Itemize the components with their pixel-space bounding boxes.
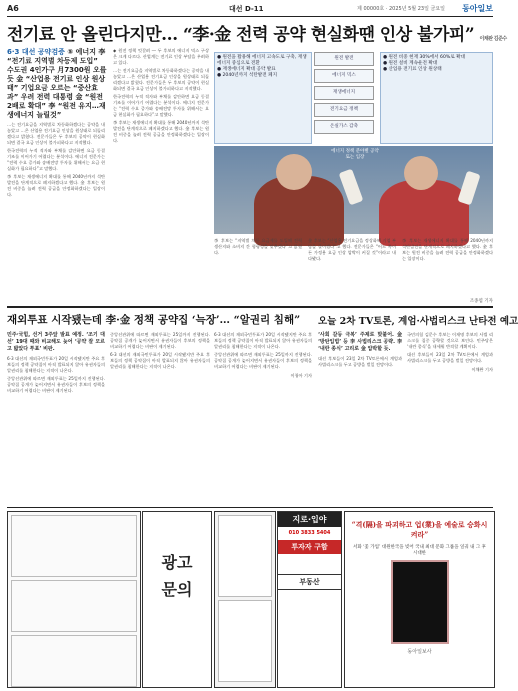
section-label: 대선 D-11 xyxy=(229,5,264,13)
ad-notice-box-5 xyxy=(218,600,272,682)
realty-ad xyxy=(277,511,342,688)
ad-title: 광고 xyxy=(161,553,193,572)
ad-notice-box-1 xyxy=(11,515,137,577)
realty-ad-phone: 010 3833 5404 xyxy=(288,530,331,536)
lead-text: 에너지 李 “전기료 지역별 차등제 도입” 수도권 4인가구 月7300원 오를듯 金 “산업용 전기료 인상 원상태” 기업요금 오르는 “중산효과” 우려 전력 대통령 金 “원전 2배로 확대” 李 “원전 유지…재생에너지 늘릴것” xyxy=(7,48,107,119)
section-rule xyxy=(7,306,493,308)
book-ad-publisher: 동아일보사 xyxy=(407,649,432,655)
secondary-headline-left: 재외투표 시작됐는데 李·金 정책 공약집 ‘늑장’… “알권리 침해” xyxy=(7,314,301,326)
header-rule xyxy=(7,16,493,17)
right-article-col-1: ‘사회 갈등 극복’ 주제로 맞붙어. 金 ‘방탄입법’ 등 李 사법리스크 공략. 李 ‘내란 종식’ 고리로 金 압박할 듯. 대선 후보들이 23일 2차 TV토론에서 계엄과 사법리스크를 두고 공방을 벌일 전망이다. xyxy=(318,332,402,367)
lead-tag: 6·3 대선 공약검증 xyxy=(7,48,65,56)
pledge-comparison-graphic xyxy=(214,46,493,144)
pledge-categories: 원전 발전 에너지 믹스 재생에너지 전기요금 정책 온실가스 감축 xyxy=(314,52,374,138)
candidate-lee-face xyxy=(276,154,312,190)
article-column-2: ◆ 원전 정책 엇갈려 ― 두 후보의 에너지 믹스 구상은 크게 다르다. 산업계는 전기료 인상 부담을 우려하고 있다. …는 전기요금을 지역별로 차등화하겠다는 공약을 내놓았고 …은 산업용 전기요금 인상을 원상태로 되돌리겠다고 밝혔다. 전문가들은 두 후보의 공약이 현실화되면 결국 요금 인상이 불가피하다고 지적했다. 한국전력의 누적 적자와 부채를 감안하면 요금 동결 기조를 이어가기 어렵다는 분석이다. 에너지 전문가는 “전력 수요 증가와 송배전망 투자를 위해서는 요금 현실화가 필요하다”고 말했다. 李 후보는 재생에너지 확대를 통해 2040년까지 석탄발전을 단계적으로 폐지하겠다고 했다. 金 후보는 원전 비중을 늘려 전력 공급을 안정화하겠다는 입장이다. xyxy=(113,48,209,143)
book-cover-image xyxy=(391,560,449,644)
headline-byline: 이채완 김준수 xyxy=(479,36,507,42)
article-column-3: 李 후보는 “지역별 차등 요금제를 도입해 전력 생산지와 소비지 간 형평성을 맞추겠다”고 밝혔다. xyxy=(214,238,302,255)
main-headline: 전기료 안 올린다지만… “李·金 전력 공약 현실화땐 인상 불가피” 이채완 김준수 xyxy=(7,25,507,45)
left-article-col-1: 민주·국힘, 선거 3주앞 발표 예정. ‘조기 대선’ 19대 때와 비교해도 늦어 ‘공약 잘 모르고 밟았다 투표’ 비판. 6·3 대선의 재외국민투표가 20일 시작됐지만 주요 후보들의 정책 공약집이 아직 발표되지 않아 유권자들의 알권리를 침해한다는 지적이 나온다. 중앙선관위에 따르면 재외투표는 25일까지 진행된다. 공약집 공개가 늦어지면서 유권자들이 후보의 정책을 비교하기 어렵다는 비판이 제기된다. xyxy=(7,332,105,393)
book-ad-quote: “격(隔)을 파괴하고 업(業)을 예술로 승화시켜라” xyxy=(351,520,488,539)
left-article-col-3: 6·3 대선의 재외국민투표가 20일 시작됐지만 주요 후보들의 정책 공약집이 아직 발표되지 않아 유권자들의 알권리를 침해한다는 지적이 나온다. 중앙선관위에 따르면 재외투표는 25일까지 진행된다. 공약집 공개가 늦어지면서 유권자들이 후보의 정책을 비교하기 어렵다는 비판이 제기된다. 이청아 기자 xyxy=(214,332,312,378)
ad-notice-box-2 xyxy=(11,580,137,632)
realty-ad-title: 지로·입야 xyxy=(278,512,341,527)
classified-ad-center xyxy=(214,511,276,688)
candidate-kim-figure xyxy=(379,180,469,246)
page-header xyxy=(7,2,493,16)
book-ad xyxy=(344,511,495,688)
secondary-headline-right: 오늘 2차 TV토론, 계엄·사법리스크 난타전 예고 xyxy=(318,316,518,327)
lead-number: ⑤ xyxy=(67,48,74,56)
article-column-4: 金 후보는 “산업용 전기요금을 정상화해 기업 부담을 줄이겠다”고 했다. 전문가들은 “어느 쪽이든 가정용 요금 인상 압박이 커질 것”이라고 내다봤다. xyxy=(308,238,396,261)
left-article-byline: 이청아 기자 xyxy=(290,373,312,378)
property-ad-title: 부동산 xyxy=(278,574,341,590)
candidates-photo xyxy=(214,146,493,234)
ad-notice-box-4 xyxy=(218,515,272,597)
ad-inquiry-box xyxy=(142,511,212,688)
left-article-col-2: 중앙선관위에 따르면 재외투표는 25일까지 진행된다. 공약집 공개가 늦어지면서 유권자들이 후보의 정책을 비교하기 어렵다는 비판이 제기된다. 6·3 대선의 재외국민투표가 20일 시작됐지만 주요 후보들의 정책 공약집이 아직 발표되지 않아 유권자들의 알권리를 침해한다는 지적이 나온다. xyxy=(110,332,210,369)
newspaper-logo: 동아일보 xyxy=(462,4,493,13)
lee-pledges: ● 원전을 활용해 에너지 고속도로 구축, 재생에너지 중심으로 전환 ● 재생에너지 확대 공약 발표 ● 2040년까지 석탄발전 폐지 xyxy=(214,52,312,144)
ad-notice-box-3 xyxy=(11,635,137,687)
article-column-1: …는 전기요금을 지역별로 차등화하겠다는 공약을 내놓았고 …은 산업용 전기요금 인상을 원상태로 되돌리겠다고 밝혔다. 전문가들은 두 후보의 공약이 현실화되면 결국 요금 인상이 불가피하다고 지적했다. 한국전력의 누적 적자와 부채를 감안하면 요금 동결 기조를 이어가기 어렵다는 분석이다. 에너지 전문가는 “전력 수요 증가와 송배전망 투자를 위해서는 요금 현실화가 필요하다”고 말했다. 李 후보는 재생에너지 확대를 통해 2040년까지 석탄발전을 단계적으로 폐지하겠다고 했다. 金 후보는 원전 비중을 늘려 전력 공급을 안정화하겠다는 입장이다. xyxy=(7,122,105,197)
article-column-5: 李 후보는 재생에너지 확대를 통해 2040년까지 석탄발전을 단계적으로 폐지하겠다고 했다. 金 후보는 원전 비중을 늘려 전력 공급을 안정화하겠다는 입장이다. xyxy=(402,238,493,261)
ad-rule xyxy=(7,507,493,508)
kim-pledges: ● 원전 비중 현재 30%에서 60%로 확대 ● 원전 설비 계속운전 확대 ● 산업용 전기료 인상 원상태 xyxy=(380,52,493,144)
book-ad-subtitle: 서화 ‘꽃 가업’ 대원한국을 빚어 국내 최대 문화 그룹을 일궈 내 그 후 시대한 xyxy=(352,545,487,556)
photo-credit: 조종엽 기자 xyxy=(469,299,493,304)
lead-summary xyxy=(7,48,107,118)
page-number: A6 xyxy=(7,4,19,13)
investor-ad-title: 투자자 구함 xyxy=(278,540,341,554)
classified-ad-left xyxy=(7,511,141,688)
right-article-byline: 이채완 기자 xyxy=(471,367,493,372)
issue-meta: 제 00000호 · 2025년 5월 23일 금요일 xyxy=(357,6,445,12)
ad-subtitle: 문의 xyxy=(161,580,193,599)
candidate-kim-face xyxy=(404,156,438,190)
right-article-col-2: 국민의힘 김문수 후보는 이재명 후보의 사법 리스크를 집중 공략할 것으로 보인다. 민주당은 ‘내란 종식’을 내세워 반격할 계획이다. 대선 후보들이 23일 2차 TV토론에서 계엄과 사법리스크를 두고 공방을 벌일 전망이다. 이채완 기자 xyxy=(407,332,493,372)
candidate-kim-arm xyxy=(457,171,480,206)
photo-caption: 에너지 정책 분야별 공약 또는 입장 xyxy=(331,149,379,160)
